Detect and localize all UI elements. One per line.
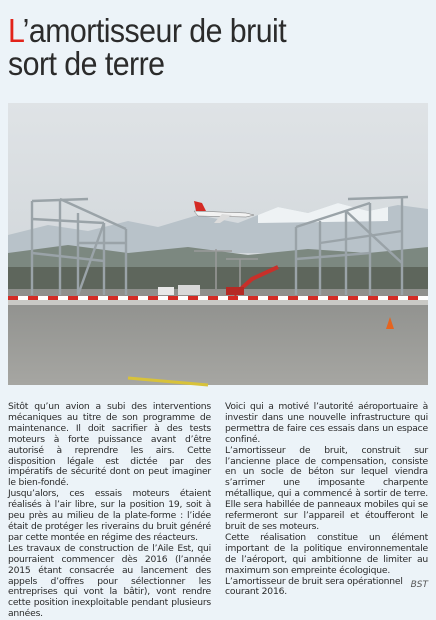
- body-column-left: [8, 401, 211, 620]
- title-initial: L: [8, 12, 23, 49]
- paragraph: Les travaux de construction de l’Aile Est, qui pourraient commencer dès 2016 (l’année 2015 étant consacrée au lancement des appels d’offres pour sélectionner les entreprises qui vont la bâtir), vont rendre cette position inexploitable pendant plusieurs années.: [8, 542, 211, 620]
- title-line1-rest: ’amortisseur de bruit: [22, 12, 287, 49]
- title-line2: sort de terre: [8, 45, 165, 82]
- article-photo: [8, 103, 428, 385]
- paragraph: L’amortisseur de bruit, construit sur l’ancienne place de compensation, consiste en un socle de béton sur lequel viendra s’arrimer une imposante charpente métallique, qui a commencé à sortir de terre. Elle sera habillée de panneaux mobiles qui se refermeront sur l’appareil et étoufferont le bruit de ses moteurs.: [225, 444, 428, 532]
- paragraph: Sitôt qu’un avion a subi des interventions mécaniques au titre de son programme de maintenance. Il doit sacrifier à des tests moteurs à forte puissance avant d’être autorisé à reprendre les airs. Cette disposition légale est dictée par des impératifs de sécurité dont on peut imaginer le bien-fondé.: [8, 401, 211, 489]
- author-credit: BST: [410, 580, 428, 590]
- paragraph: Jusqu’alors, ces essais moteurs étaient réalisés à l’air libre, sur la position 19, soit à peu près au milieu de la plate-forme : l’idée était de protéger les riverains du bruit généré par cette montée en régime des réacteurs.: [8, 488, 211, 543]
- paragraph: Voici qui a motivé l’autorité aéroportuaire à investir dans une nouvelle infrastructure qui permettra de faire ces essais dans un espace confiné.: [225, 401, 428, 445]
- paragraph: L’amortisseur de bruit sera opérationnel courant 2016.: [225, 575, 403, 598]
- paragraph: Cette réalisation constitue un élément important de la politique environnementale de l’aéroport, qui ambitionne de limiter au maximum son empreinte écologique.: [225, 531, 428, 576]
- article-title: [8, 14, 394, 80]
- airport-noise-damper-photo-icon: [8, 103, 428, 385]
